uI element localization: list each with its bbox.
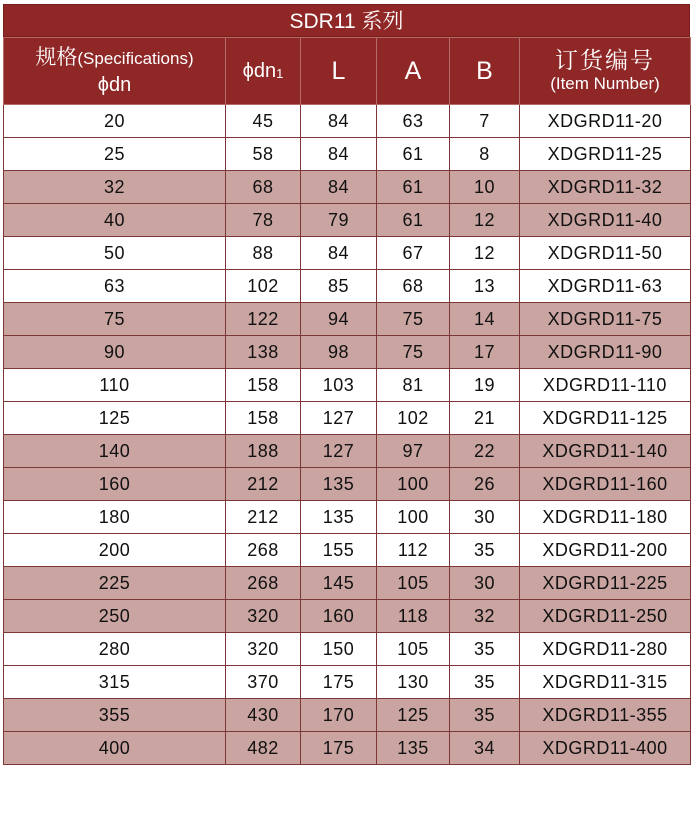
cell-l: 84 (301, 237, 377, 270)
cell-dn1: 268 (226, 567, 301, 600)
cell-b: 35 (450, 699, 520, 732)
cell-l: 160 (301, 600, 377, 633)
cell-spec: 75 (4, 303, 226, 336)
cell-dn1: 68 (226, 171, 301, 204)
cell-b: 8 (450, 138, 520, 171)
cell-a: 61 (377, 138, 450, 171)
cell-item: XDGRD11-250 (520, 600, 691, 633)
cell-item: XDGRD11-63 (520, 270, 691, 303)
cell-item: XDGRD11-50 (520, 237, 691, 270)
cell-l: 84 (301, 171, 377, 204)
header-row (4, 38, 691, 105)
cell-dn1: 88 (226, 237, 301, 270)
cell-dn1: 430 (226, 699, 301, 732)
cell-item: XDGRD11-200 (520, 534, 691, 567)
cell-spec: 40 (4, 204, 226, 237)
cell-l: 103 (301, 369, 377, 402)
table-body (4, 105, 691, 765)
table-title: SDR11 系列 (3, 4, 690, 37)
cell-b: 26 (450, 468, 520, 501)
cell-spec: 225 (4, 567, 226, 600)
cell-dn1: 188 (226, 435, 301, 468)
cell-b: 35 (450, 666, 520, 699)
cell-a: 81 (377, 369, 450, 402)
cell-dn1: 320 (226, 633, 301, 666)
cell-l: 175 (301, 732, 377, 765)
header-spec-dn: ϕdn (97, 73, 132, 96)
cell-l: 98 (301, 336, 377, 369)
cell-b: 17 (450, 336, 520, 369)
cell-a: 75 (377, 303, 450, 336)
cell-spec: 32 (4, 171, 226, 204)
table-row (4, 204, 691, 237)
cell-spec: 20 (4, 105, 226, 138)
cell-a: 105 (377, 633, 450, 666)
cell-b: 12 (450, 237, 520, 270)
table-row (4, 666, 691, 699)
cell-a: 61 (377, 204, 450, 237)
cell-spec: 200 (4, 534, 226, 567)
cell-spec: 63 (4, 270, 226, 303)
cell-a: 68 (377, 270, 450, 303)
table-row (4, 237, 691, 270)
table-row (4, 633, 691, 666)
cell-dn1: 212 (226, 501, 301, 534)
cell-b: 7 (450, 105, 520, 138)
spec-table-container (3, 4, 690, 765)
cell-item: XDGRD11-90 (520, 336, 691, 369)
header-b: B (450, 38, 520, 105)
header-dn1 (226, 38, 301, 105)
cell-a: 135 (377, 732, 450, 765)
table-row (4, 567, 691, 600)
header-spec-cn: 规格 (35, 45, 78, 69)
cell-item: XDGRD11-32 (520, 171, 691, 204)
cell-dn1: 158 (226, 369, 301, 402)
header-spec-en: (Specifications) (77, 48, 194, 68)
cell-dn1: 122 (226, 303, 301, 336)
cell-b: 35 (450, 633, 520, 666)
cell-spec: 160 (4, 468, 226, 501)
cell-l: 84 (301, 138, 377, 171)
table-row (4, 336, 691, 369)
cell-b: 10 (450, 171, 520, 204)
spec-table (3, 37, 691, 765)
cell-spec: 90 (4, 336, 226, 369)
cell-b: 32 (450, 600, 520, 633)
table-row (4, 138, 691, 171)
cell-b: 12 (450, 204, 520, 237)
cell-dn1: 102 (226, 270, 301, 303)
cell-b: 34 (450, 732, 520, 765)
cell-spec: 140 (4, 435, 226, 468)
cell-item: XDGRD11-75 (520, 303, 691, 336)
cell-l: 85 (301, 270, 377, 303)
cell-dn1: 268 (226, 534, 301, 567)
cell-spec: 25 (4, 138, 226, 171)
cell-b: 13 (450, 270, 520, 303)
cell-spec: 110 (4, 369, 226, 402)
cell-item: XDGRD11-180 (520, 501, 691, 534)
cell-l: 145 (301, 567, 377, 600)
cell-item: XDGRD11-40 (520, 204, 691, 237)
cell-spec: 180 (4, 501, 226, 534)
cell-b: 14 (450, 303, 520, 336)
table-row (4, 699, 691, 732)
cell-a: 63 (377, 105, 450, 138)
cell-item: XDGRD11-280 (520, 633, 691, 666)
cell-spec: 50 (4, 237, 226, 270)
cell-l: 127 (301, 402, 377, 435)
cell-l: 127 (301, 435, 377, 468)
cell-a: 112 (377, 534, 450, 567)
cell-b: 35 (450, 534, 520, 567)
cell-a: 61 (377, 171, 450, 204)
cell-item: XDGRD11-315 (520, 666, 691, 699)
cell-spec: 355 (4, 699, 226, 732)
cell-spec: 400 (4, 732, 226, 765)
cell-l: 84 (301, 105, 377, 138)
header-dn1-main: ϕdn (242, 59, 277, 82)
table-row (4, 600, 691, 633)
cell-a: 102 (377, 402, 450, 435)
header-specification (4, 38, 226, 105)
table-row (4, 303, 691, 336)
header-item-en: (Item Number) (550, 74, 660, 93)
cell-dn1: 482 (226, 732, 301, 765)
cell-b: 21 (450, 402, 520, 435)
cell-b: 22 (450, 435, 520, 468)
cell-dn1: 320 (226, 600, 301, 633)
cell-item: XDGRD11-355 (520, 699, 691, 732)
cell-dn1: 370 (226, 666, 301, 699)
cell-l: 79 (301, 204, 377, 237)
cell-item: XDGRD11-20 (520, 105, 691, 138)
cell-a: 105 (377, 567, 450, 600)
cell-dn1: 138 (226, 336, 301, 369)
table-row (4, 171, 691, 204)
cell-b: 30 (450, 501, 520, 534)
cell-l: 135 (301, 501, 377, 534)
cell-spec: 280 (4, 633, 226, 666)
cell-item: XDGRD11-125 (520, 402, 691, 435)
cell-a: 97 (377, 435, 450, 468)
table-row (4, 732, 691, 765)
table-row (4, 369, 691, 402)
table-row (4, 105, 691, 138)
header-item-cn: 订货编号 (555, 47, 655, 73)
cell-l: 155 (301, 534, 377, 567)
cell-a: 100 (377, 468, 450, 501)
cell-spec: 125 (4, 402, 226, 435)
cell-a: 130 (377, 666, 450, 699)
cell-a: 67 (377, 237, 450, 270)
table-row (4, 270, 691, 303)
cell-item: XDGRD11-25 (520, 138, 691, 171)
cell-item: XDGRD11-160 (520, 468, 691, 501)
header-l: L (301, 38, 377, 105)
header-dn1-sub: 1 (276, 65, 284, 81)
cell-l: 170 (301, 699, 377, 732)
header-item-number (520, 38, 691, 105)
cell-spec: 250 (4, 600, 226, 633)
cell-b: 19 (450, 369, 520, 402)
header-a: A (377, 38, 450, 105)
cell-dn1: 158 (226, 402, 301, 435)
table-row (4, 435, 691, 468)
table-row (4, 534, 691, 567)
cell-l: 150 (301, 633, 377, 666)
cell-spec: 315 (4, 666, 226, 699)
cell-l: 175 (301, 666, 377, 699)
cell-l: 94 (301, 303, 377, 336)
cell-item: XDGRD11-140 (520, 435, 691, 468)
cell-a: 118 (377, 600, 450, 633)
cell-b: 30 (450, 567, 520, 600)
cell-dn1: 212 (226, 468, 301, 501)
table-row (4, 501, 691, 534)
cell-item: XDGRD11-400 (520, 732, 691, 765)
table-row (4, 402, 691, 435)
cell-a: 75 (377, 336, 450, 369)
cell-l: 135 (301, 468, 377, 501)
cell-item: XDGRD11-110 (520, 369, 691, 402)
cell-dn1: 45 (226, 105, 301, 138)
table-row (4, 468, 691, 501)
cell-dn1: 58 (226, 138, 301, 171)
cell-a: 100 (377, 501, 450, 534)
cell-dn1: 78 (226, 204, 301, 237)
cell-a: 125 (377, 699, 450, 732)
cell-item: XDGRD11-225 (520, 567, 691, 600)
